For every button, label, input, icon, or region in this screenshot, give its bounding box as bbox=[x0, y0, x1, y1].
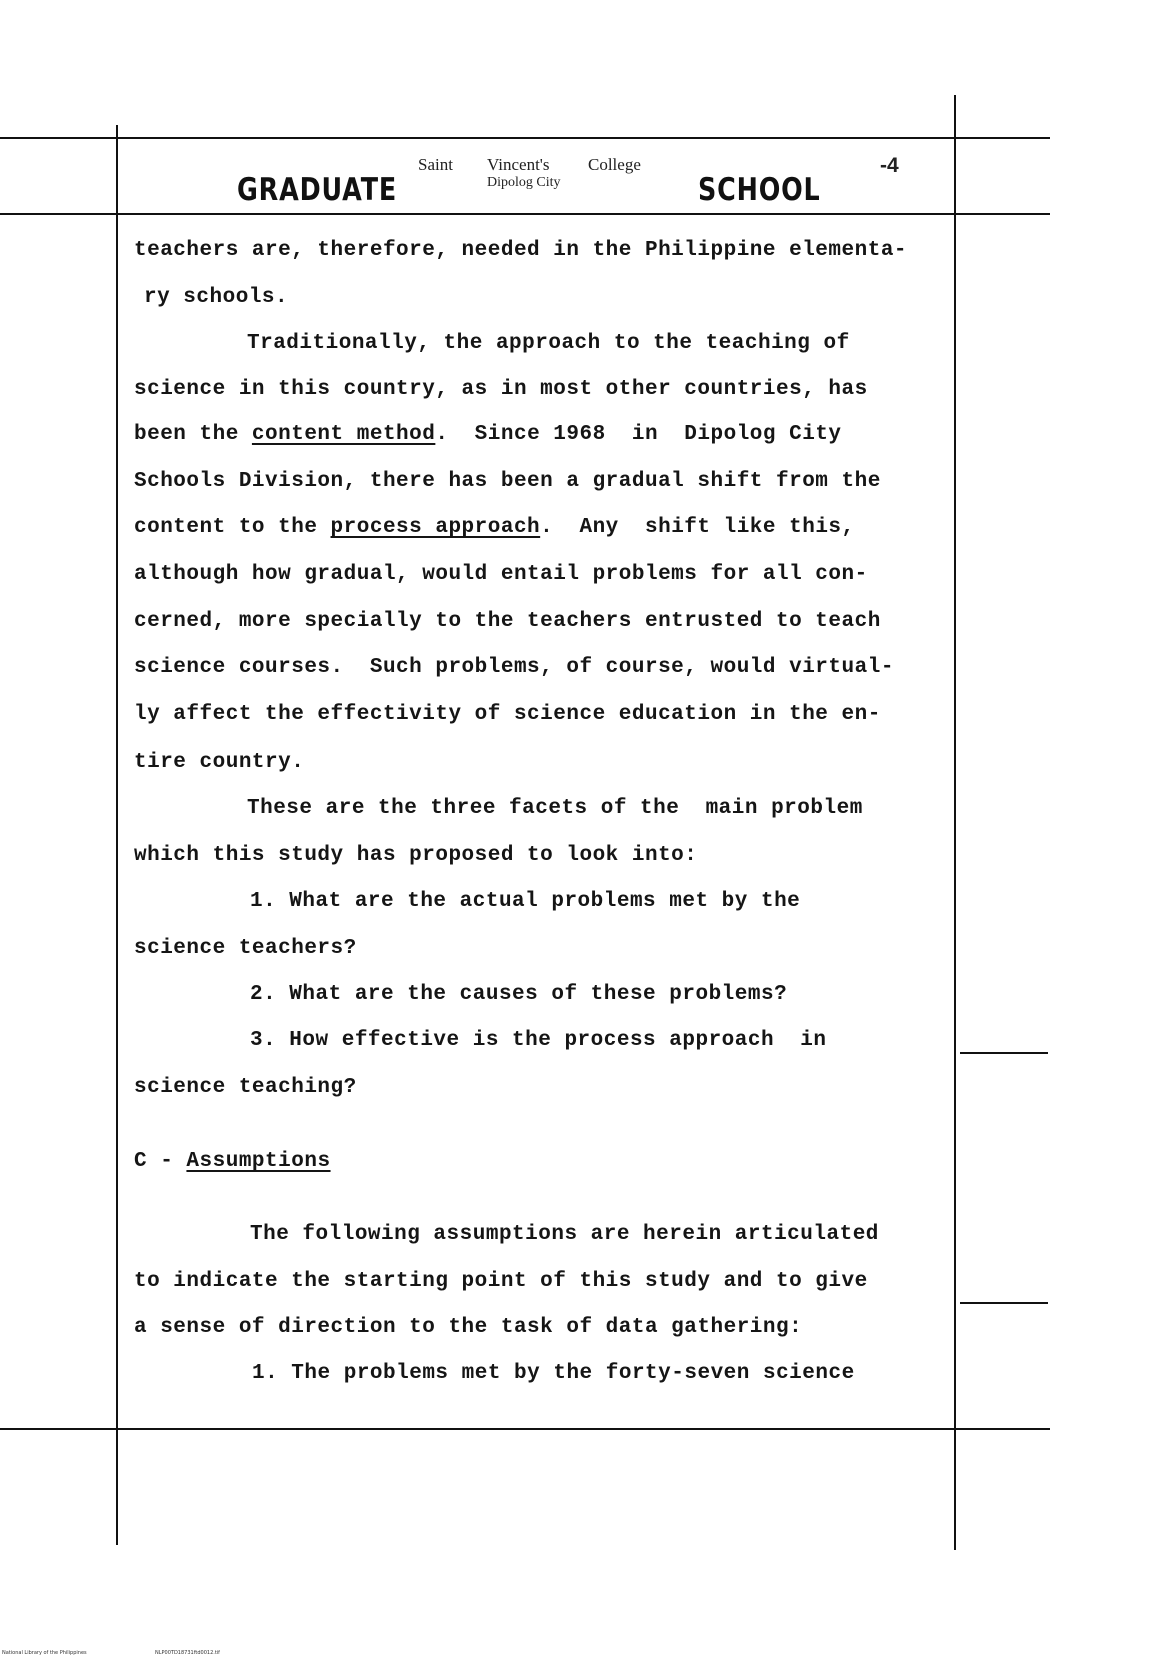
college-word: College bbox=[588, 155, 641, 174]
body-line-2: ry schools. bbox=[144, 286, 289, 309]
content-method-term: content method bbox=[251, 423, 436, 446]
body-line-10: science courses. Such problems, of course, would virtual- bbox=[134, 656, 894, 679]
header-left-word: GRADUATE bbox=[237, 172, 398, 208]
body-line-5-end: . Since 1968 in Dipolog City bbox=[435, 423, 842, 446]
body-line-22: to indicate the starting point of this study and to give bbox=[134, 1270, 868, 1293]
body-line-11: ly affect the effectivity of science education in the en- bbox=[134, 703, 881, 726]
right-tab-mark-1 bbox=[960, 1052, 1048, 1054]
question-2: 2. What are the causes of these problems? bbox=[250, 983, 788, 1006]
question-3: 3. How effective is the process approach in bbox=[250, 1029, 827, 1052]
section-letter: C - bbox=[134, 1150, 187, 1173]
question-3-cont: science teaching? bbox=[134, 1076, 357, 1099]
college-name: Vincent's bbox=[487, 155, 550, 174]
bottom-rule bbox=[0, 1428, 1050, 1430]
body-line-7-end: . Any shift like this, bbox=[540, 516, 855, 539]
footer-library: National Library of the Philippines bbox=[2, 1650, 87, 1656]
body-line-3: Traditionally, the approach to the teaching of bbox=[247, 332, 850, 355]
section-heading bbox=[134, 1150, 331, 1173]
college-saint: Saint bbox=[418, 155, 453, 174]
body-line-7-start: content to the bbox=[134, 516, 331, 539]
header-top-rule bbox=[0, 137, 1050, 139]
college-city: Dipolog City bbox=[487, 175, 561, 190]
body-line-9: cerned, more specially to the teachers entrusted to teach bbox=[134, 610, 881, 633]
assumption-1: 1. The problems met by the forty-seven science bbox=[252, 1362, 855, 1385]
body-line-8: although how gradual, would entail problems for all con- bbox=[134, 563, 868, 586]
body-line-1: teachers are, therefore, needed in the Philippine elementa- bbox=[134, 239, 908, 262]
body-line-21: The following assumptions are herein articulated bbox=[250, 1223, 879, 1246]
page-number: -4 bbox=[880, 154, 899, 177]
footer-file-id: NLP00TD18731ftd0012.tif bbox=[155, 1650, 220, 1656]
right-margin-rule bbox=[954, 95, 956, 1550]
body-line-12: tire country. bbox=[134, 751, 305, 774]
assumptions-heading: Assumptions bbox=[186, 1150, 331, 1173]
right-tab-mark-2 bbox=[960, 1302, 1048, 1304]
body-line-7 bbox=[134, 516, 855, 539]
body-line-13: These are the three facets of the main problem bbox=[247, 797, 863, 820]
left-margin-rule bbox=[116, 125, 118, 1545]
header-right-word: SCHOOL bbox=[698, 172, 821, 208]
body-line-5 bbox=[134, 423, 842, 446]
body-line-4: science in this country, as in most other countries, has bbox=[134, 378, 868, 401]
question-1: 1. What are the actual problems met by the bbox=[250, 890, 801, 913]
body-line-23: a sense of direction to the task of data gathering: bbox=[134, 1316, 803, 1339]
question-1-cont: science teachers? bbox=[134, 937, 357, 960]
process-approach-term: process approach bbox=[330, 516, 541, 539]
body-line-14: which this study has proposed to look into: bbox=[134, 844, 698, 867]
body-line-6: Schools Division, there has been a gradual shift from the bbox=[134, 470, 881, 493]
header-bottom-rule bbox=[0, 213, 1050, 215]
body-line-5-start: been the bbox=[134, 423, 252, 446]
